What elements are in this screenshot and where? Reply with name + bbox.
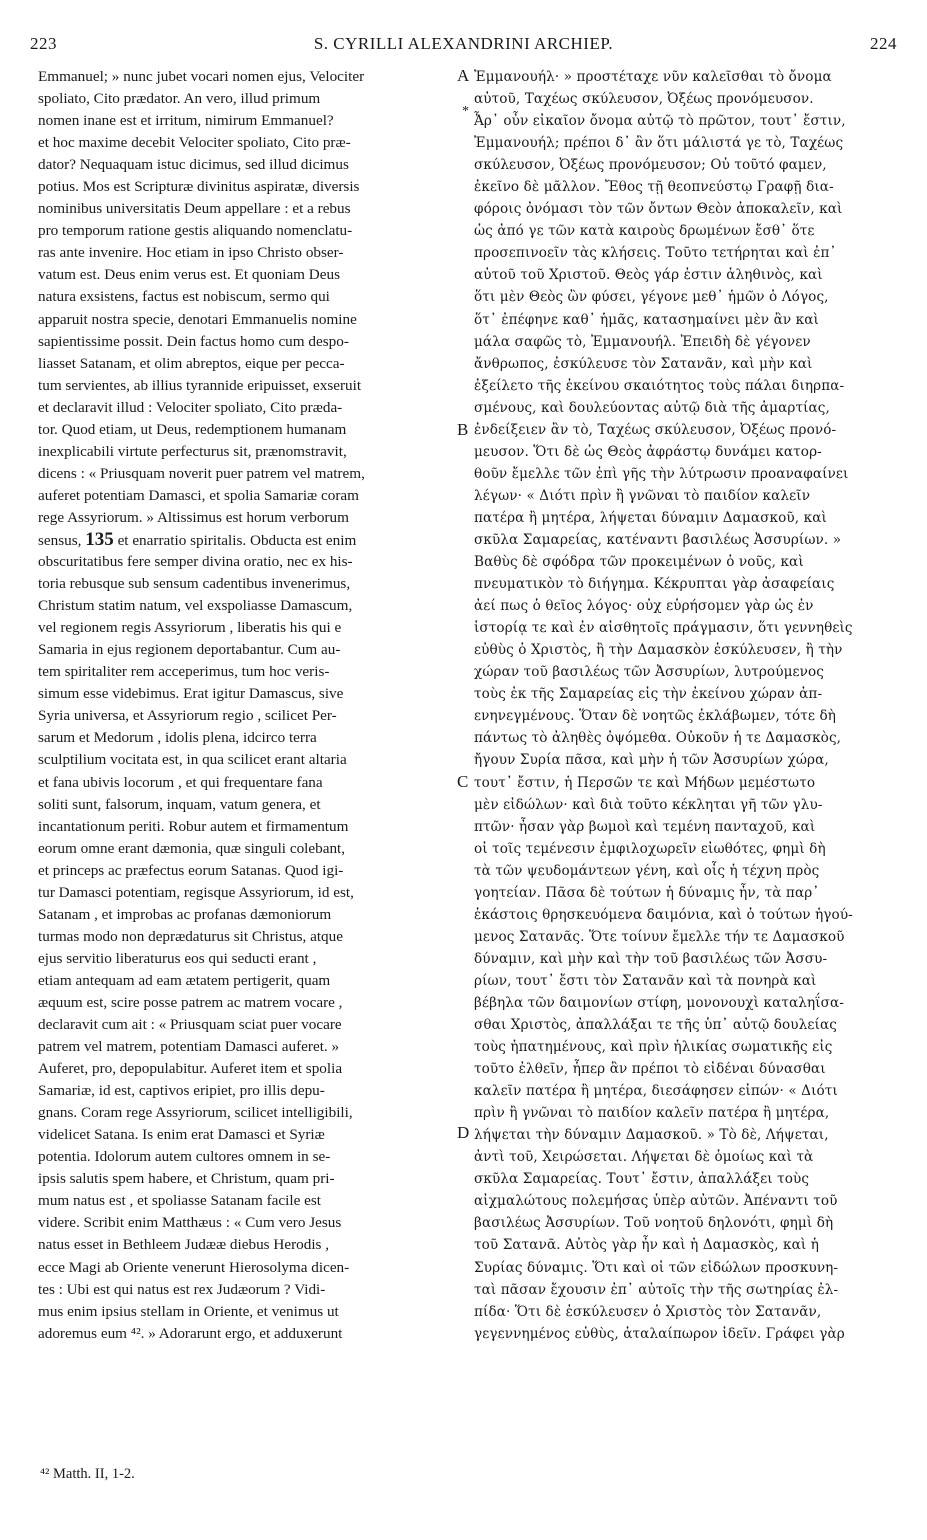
text-line: προσεπινοεῖν τὰς κλήσεις. Τοῦτο τετήρηται καὶ ἐπ᾽ xyxy=(474,245,837,262)
text-line: simum esse videbimus. Erat igitur Damascus, sive xyxy=(38,685,344,703)
text-line: ecce Magi ab Oriente venerunt Hierosolyma dicen- xyxy=(38,1258,350,1276)
text-line: βασιλέως Ἀσσυρίων. Τοῦ νοητοῦ δηλονότι, φημὶ δὴ xyxy=(474,1215,834,1232)
text-line: turmas modo non deprædaturus sit Christus, atque xyxy=(38,927,343,945)
text-line: Βαθὺς δὲ σφόδρα τῶν προκειμένων ὁ νοῦς, καὶ xyxy=(474,554,804,571)
text-line: nomen inane est et irritum, nimirum Emmanuel? xyxy=(38,112,334,130)
text-line: vel regionem regis Assyriorum , liberatis his qui e xyxy=(38,619,342,637)
text-line: Samaria in ejus regionem deportabantur. Cum au- xyxy=(38,641,341,659)
text-line: incantationum periti. Robur autem et firmamentum xyxy=(38,817,349,835)
footnote: ⁴² Matth. II, 1-2. xyxy=(40,1466,135,1482)
text-line xyxy=(38,529,456,551)
text-line: αὐτοῦ, Ταχέως σκύλευσον, Ὀξέως προνόμευσον. xyxy=(474,91,814,108)
text-line: spoliato, Cito prædator. An vero, illud primum xyxy=(38,90,321,108)
text-line: πτῶν· ἦσαν γὰρ βωμοὶ καὶ τεμένη πανταχοῦ, καὶ xyxy=(474,818,816,835)
text-line: obscuritatibus fere semper divina oratio, nec ex his- xyxy=(38,553,353,571)
margin-letter-c: C xyxy=(457,772,469,791)
text-line: potius. Mos est Scripturæ divinitus aspiratæ, diversis xyxy=(38,178,360,196)
text-line: αἰχμαλώτους πολεμήσας ὑπὲρ αὐτῶν. Ἀπέναντι τοῦ xyxy=(474,1193,838,1210)
text-line: μάλα σαφῶς τὸ, Ἐμμανουήλ. Ἐπειδὴ δὲ γέγονεν xyxy=(474,333,811,350)
text-line: potentia. Idolorum autem cultores omnem in se- xyxy=(38,1148,331,1166)
text-line: πάντως τὸ ἀληθὲς ὀψόμεθα. Οὐκοῦν ἡ τε Δαμασκὸς, xyxy=(474,730,842,747)
text-line: sarum et Medorum , idolis plena, idcirco terra xyxy=(38,729,317,747)
text-line: soliti sunt, falsorum, inquam, vatum genera, et xyxy=(38,795,321,813)
running-header xyxy=(30,34,897,58)
text-line: τουτ᾽ ἔστιν, ἡ Περσῶν τε καὶ Μήδων μεμέστωτο xyxy=(474,774,816,791)
text-line: αὐτοῦ τοῦ Χριστοῦ. Θεὸς γάρ ἐστιν ἀληθινὸς, καὶ xyxy=(474,267,823,284)
text-line: liasset Satanam, et olim abreptos, eique per pecca- xyxy=(38,354,345,372)
text-line: æquum est, scire posse patrem ac matrem vocare , xyxy=(38,993,343,1011)
greek-column xyxy=(474,66,894,1345)
text-line: τοὺς ἠπατημένους, καὶ πρὶν ἡλικίας σωματικῆς εἰς xyxy=(474,1039,833,1056)
margin-letter-a: A xyxy=(457,66,470,85)
text-line: Συρίας δύναμις. Ὅτι καὶ οἱ τῶν εἰδώλων προσκυνη- xyxy=(474,1259,839,1276)
text-line: nominibus universitatis Deum appellare : et a rebus xyxy=(38,200,351,218)
text-line: ἐξείλετο τῆς ἐκείνου σκαιότητος τοὺς πάλαι διηρπα- xyxy=(474,377,845,394)
text-line: Samariæ, id est, captivos eripiet, pro illis depu- xyxy=(38,1082,325,1100)
text-line: πρὶν ἢ γνῶναι τὸ παιδίον καλεῖν πατέρα ἢ μητέρα, xyxy=(474,1105,830,1122)
text-line: ipsis salutis spem habere, et Christum, quam pri- xyxy=(38,1170,335,1188)
text-line: Ἐμμανουήλ· » προστέταχε νῦν καλεῖσθαι τὸ ὄνομα xyxy=(474,69,832,85)
text-line: patrem vel matrem, potentiam Damasci auferet. » xyxy=(38,1038,340,1056)
text-line: πνευματικὸν τὸ διήγημα. Κέκρυπται γὰρ ἀσαφείαις xyxy=(474,576,835,593)
text-line: sapientissime possit. Dein factus homo cum despo- xyxy=(38,332,349,350)
page-number-left: 223 xyxy=(30,34,57,53)
original-page-number: 135 xyxy=(85,528,114,550)
text-line: videre. Scribit enim Matthæus : « Cum vero Jesus xyxy=(38,1214,342,1232)
text-line: ἄνθρωπος, ἐσκύλευσε τὸν Σατανᾶν, καὶ μὴν καὶ xyxy=(474,355,813,372)
text-line: χώραν τοῦ βασιλέως τῶν Ἀσσυρίων, λυτρούμενος xyxy=(474,664,825,681)
text-line: τοῦτο ἐλθεῖν, ἧπερ ἂν πρέποι τὸ εἰδέναι δύνασθαι xyxy=(474,1061,826,1078)
text-line: natus esset in Bethleem Judææ diebus Herodis , xyxy=(38,1236,330,1254)
text-line: δύναμιν, καὶ μὴν καὶ τὴν τοῦ βασιλέως τῶν Ἀσσυ- xyxy=(474,950,828,967)
text-line: eorum omne erant dæmonia, quæ singuli colebant, xyxy=(38,839,346,857)
text-line: φόροις ὀνόμασι τὸν τῶν ὄντων Θεὸν ἀποκαλεῖν, καὶ xyxy=(474,201,843,218)
text-line: dicens : « Priusquam noverit puer patrem vel matrem, xyxy=(38,464,365,482)
margin-letter-d: D xyxy=(457,1123,470,1142)
text-line: Syria universa, et Assyriorum regio , scilicet Per- xyxy=(38,707,337,725)
text-line: tes : Ubi est qui natus est rex Judæorum ? Vidi- xyxy=(38,1280,326,1298)
text-line: Auferet, pro, depopulabitur. Auferet item et spolia xyxy=(38,1060,343,1078)
text-line: ρίων, τουτ᾽ ἔστι τὸν Σατανᾶν καὶ τὰ πονηρὰ καὶ xyxy=(474,972,817,989)
text-line: σθαι Χριστὸς, ἀπαλλάξαι τε τῆς ὑπ᾽ αὐτῷ δουλείας xyxy=(474,1017,837,1034)
text-line: gnans. Coram rege Assyriorum, scilicet intelligibili, xyxy=(38,1104,353,1122)
text-line: Ἆρ᾽ οὖν εἰκαῖον ὄνομα αὐτῷ τὸ πρῶτον, τουτ᾽ ἔστιν, xyxy=(474,113,846,130)
text-line: ejus servitio liberaturus eos qui seducti erant , xyxy=(38,949,317,967)
text-line: τὰ τῶν ψευδομάντεων γένη, καὶ οἷς ἡ τέχνη πρὸς xyxy=(474,862,820,879)
text-line: ταὶ πᾶσαν ἔχουσιν ἐπ᾽ αὐτοῖς τὴν τῆς σωτηρίας ἐλ- xyxy=(474,1281,839,1298)
text-line: ἀντὶ τοῦ, Χειρώσεται. Λήψεται δὲ ὁμοίως καὶ τὰ xyxy=(474,1149,814,1166)
margin-asterisk: * xyxy=(462,104,469,119)
text-line: σμένους, καὶ δουλεύοντας αὐτῷ διὰ τῆς ἁμαρτίας, xyxy=(474,399,830,416)
text-line: τοὺς ἐκ τῆς Σαμαρείας εἰς τὴν ἐκείνου χώραν ἀπ- xyxy=(474,686,823,703)
text-line: ἐκεῖνο δὲ μᾶλλον. Ἔθος τῇ θεοπνεύστῳ Γραφῇ δια- xyxy=(474,179,834,196)
text-line: σκῦλα Σαμαρείας, κατέναντι βασιλέως Ἀσσυρίων. » xyxy=(474,531,842,548)
text-line: ὅτι μὲν Θεὸς ὢν φύσει, γέγονε μεθ᾽ ἡμῶν ὁ Λόγος, xyxy=(474,289,829,306)
text-line: mum natus est , et spoliasse Satanam facile est xyxy=(38,1192,322,1210)
text-line: εὐθὺς ὁ Χριστὸς, ἢ τὴν Δαμασκὸν ἐσκύλευσεν, ἢ τὴν xyxy=(474,642,843,659)
text-line: et declaravit illud : Velociter spoliato, Cito præda- xyxy=(38,398,343,416)
text-line: declaravit cum ait : « Priusquam sciat puer vocare xyxy=(38,1016,342,1034)
text-line: inexplicabili virtute perfecturus sit, prænomstravit, xyxy=(38,442,347,460)
text-line: Christum statim natum, vel exspoliasse Damascum, xyxy=(38,597,353,615)
text-line: videlicet Satana. Is enim erat Damasci et Syriæ xyxy=(38,1126,325,1144)
text-line: λέγων· « Διότι πρὶν ἢ γνῶναι τὸ παιδίον καλεῖν xyxy=(474,487,811,504)
text-line: σκύλευσον, Ὀξέως προνόμευσον; Οὐ τοῦτό φαμεν, xyxy=(474,157,827,174)
text-line: μευσον. Ὅτι δὲ ὡς Θεὸς ἀφράστῳ δυνάμει κατορ- xyxy=(474,443,822,460)
text-line: σκῦλα Σαμαρείας. Τουτ᾽ ἔστιν, ἀπαλλάξει τοὺς xyxy=(474,1171,810,1188)
text-line: etiam antequam ad eam ætatem pertigerit, quam xyxy=(38,971,331,989)
text-line: μὲν εἰδώλων· καὶ διὰ τοῦτο κέκληται γῆ τῶν γλυ- xyxy=(474,796,823,813)
text-line: Ἐμμανουήλ; πρέποι δ᾽ ἂν ὅτι μάλιστά γε τὸ, Ταχέως xyxy=(474,135,844,152)
text-line: βέβηλα τῶν δαιμονίων στίφη, μονονουχὶ καταληΐσα- xyxy=(474,994,845,1011)
text-line: Satanam , et improbas ac profanas dæmoniorum xyxy=(38,905,332,923)
text-line: tur Damasci potentiam, regisque Assyriorum, id est, xyxy=(38,883,354,901)
text-line: θοῦν ἔμελλε τῶν ἐπὶ γῆς τὴν λύτρωσιν προαναφαίνει xyxy=(474,465,849,482)
text-line: et hoc maxime decebit Velociter spoliato, Cito præ- xyxy=(38,134,351,152)
text-line: dator? Nequaquam istuc dicimus, sed illud dicimus xyxy=(38,156,349,174)
text-line: adoremus eum ⁴². » Adorarunt ergo, et adduxerunt xyxy=(38,1324,343,1342)
text-line: rege Assyriorum. » Altissimus est horum verborum xyxy=(38,508,349,526)
text-line: tor. Quod etiam, ut Deus, redemptionem humanam xyxy=(38,420,347,438)
page-number-right: 224 xyxy=(870,34,897,53)
text-line: ἤγουν Συρία πᾶσα, καὶ μὴν ἡ τῶν Ἀσσυρίων χώρα, xyxy=(474,752,829,769)
text-line: tum servientes, ab illius tyrannide eripuisset, exseruit xyxy=(38,376,362,394)
text-line: γοητείαν. Πᾶσα δὲ τούτων ἡ δύναμις ἦν, τὰ παρ᾽ xyxy=(474,884,820,901)
text-line: auferet potentiam Damasci, et spolia Samariæ coram xyxy=(38,486,359,504)
text-fragment: et enarratio spiritalis. Obducta est enim xyxy=(113,531,357,549)
text-line: λήψεται τὴν δύναμιν Δαμασκοῦ. » Τὸ δὲ, Λήψεται, xyxy=(474,1127,829,1144)
text-line: πίδα· Ὅτι δὲ ἐσκύλευσεν ὁ Χριστὸς τὸν Σατανᾶν, xyxy=(474,1303,822,1320)
text-line: mus enim ipsius stellam in Oriente, et venimus ut xyxy=(38,1302,339,1320)
text-line: toria rebusque sub sensum cadentibus invenerimus, xyxy=(38,575,351,593)
text-line: ενηνεγμένους. Ὅταν δὲ νοητῶς ἐκλάβωμεν, τότε δὴ xyxy=(474,708,836,725)
text-line: ἀεί πως ὁ θεῖος λόγος· οὐχ εὑρήσομεν γὰρ ὡς ἐν xyxy=(474,598,814,615)
text-line: καλεῖν πατέρα ἢ μητέρα, διεσάφησεν εἰπών· « Διότι xyxy=(474,1083,838,1100)
text-line: ὡς ἀπό γε τῶν κατὰ καιροὺς δρωμένων ἔσθ᾽ ὅτε xyxy=(474,223,815,240)
text-line: Emmanuel; » nunc jubet vocari nomen ejus, Velociter xyxy=(38,68,365,85)
text-line: γεγεννημένος εὐθὺς, ἀταλαίπωρον ἰδεῖν. Γράφει γὰρ xyxy=(474,1325,845,1342)
text-line: ὅτ᾽ ἐπέφηνε καθ᾽ ἡμᾶς, κατασημαίνει μὲν ἂν καὶ xyxy=(474,311,819,328)
text-fragment: sensus, xyxy=(38,531,86,549)
text-line: natura exsistens, factus est nobiscum, sermo qui xyxy=(38,288,330,306)
text-line: μενος Σατανᾶς. Ὅτε τοίνυν ἔμελλε τήν τε Δαμασκοῦ xyxy=(474,928,845,945)
text-line: pro temporum ratione gestis aliquando nomenclatu- xyxy=(38,222,353,240)
text-line: τοῦ Σατανᾶ. Αὐτὸς γὰρ ἦν καὶ ἡ Δαμασκὸς, καὶ ἡ xyxy=(474,1237,820,1254)
margin-letter-b: B xyxy=(457,420,469,439)
running-title: S. CYRILLI ALEXANDRINI ARCHIEP. xyxy=(313,34,614,53)
text-line: tem spiritaliter rem acceperimus, tum hoc veris- xyxy=(38,663,330,681)
text-line: sculptilium vocitata est, in qua scilicet erant altaria xyxy=(38,751,347,769)
text-line: πατέρα ἢ μητέρα, λήψεται δύναμιν Δαμασκοῦ, καὶ xyxy=(474,509,827,526)
text-line: ἐνδείξειεν ἂν τὸ, Ταχέως σκύλευσον, Ὀξέως προνό- xyxy=(474,421,837,438)
text-line: vatum est. Deus enim verus est. Et quoniam Deus xyxy=(38,266,341,284)
text-line: ras ante invenire. Hoc etiam in ipso Christo obser- xyxy=(38,244,344,262)
text-line: apparuit nostra specie, denotari Emmanuelis nomine xyxy=(38,310,357,328)
text-line: et princeps ac præfectus eorum Satanas. Quod igi- xyxy=(38,861,344,879)
text-line: οἱ τοῖς τεμένεσιν ἐμφιλοχωρεῖν εἰωθότες, φημὶ δὴ xyxy=(474,840,826,857)
text-line: ἱστορίᾳ τε καὶ ἐν αἰσθητοῖς πράγμασιν, ὅτι γεννηθεὶς xyxy=(474,620,853,637)
text-line: et fana ubivis locorum , et qui frequentare fana xyxy=(38,773,323,791)
latin-column xyxy=(38,66,456,1345)
text-line: ἑκάστοις θρησκευόμενα δαιμόνια, καὶ ὁ τούτων ἡγού- xyxy=(474,906,853,923)
